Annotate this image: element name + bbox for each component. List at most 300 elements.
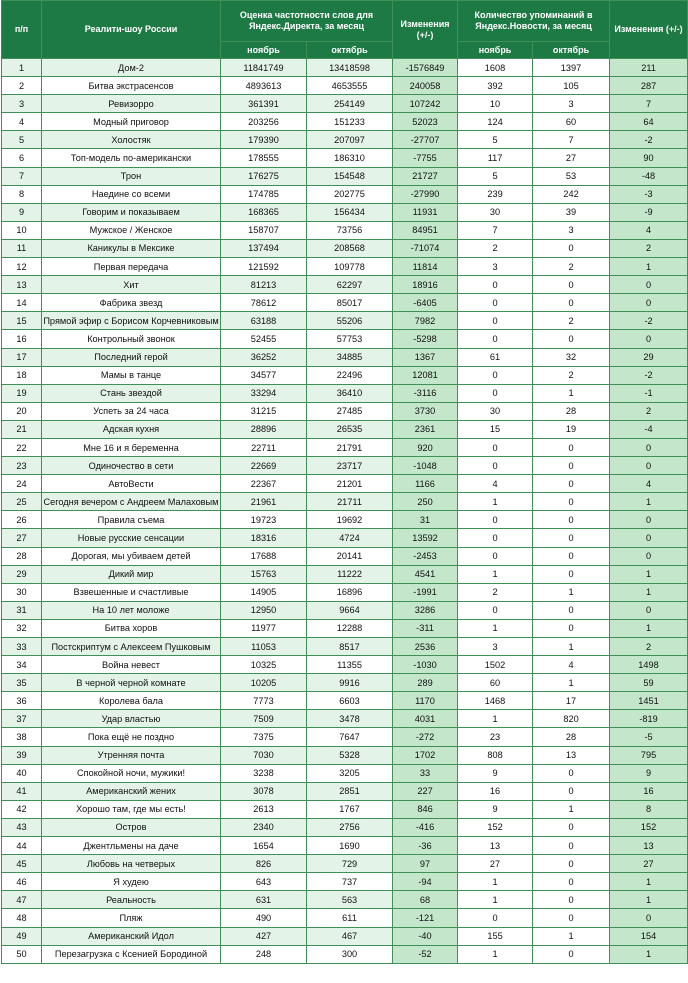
cell-show-name: Хорошо там, где мы есть! [42, 800, 221, 818]
cell-num: 5 [2, 131, 42, 149]
cell-freq-nov: 7509 [221, 710, 307, 728]
cell-mentions-oct: 32 [533, 348, 610, 366]
cell-num: 37 [2, 710, 42, 728]
cell-freq-nov: 19723 [221, 511, 307, 529]
reality-shows-table [1, 0, 688, 964]
table-row [2, 692, 688, 710]
cell-show-name: Мамы в танце [42, 366, 221, 384]
cell-mentions-nov: 0 [458, 601, 533, 619]
cell-freq-change: 21727 [393, 167, 458, 185]
cell-freq-oct: 26535 [307, 420, 393, 438]
cell-mentions-change: 90 [610, 149, 688, 167]
cell-freq-change: 250 [393, 493, 458, 511]
cell-show-name: Удар властью [42, 710, 221, 728]
cell-mentions-oct: 0 [533, 547, 610, 565]
cell-mentions-oct: 0 [533, 565, 610, 583]
table-row [2, 149, 688, 167]
cell-freq-oct: 2756 [307, 818, 393, 836]
cell-freq-nov: 490 [221, 909, 307, 927]
cell-freq-change: -5298 [393, 330, 458, 348]
cell-mentions-change: 4 [610, 475, 688, 493]
cell-freq-change: 11814 [393, 258, 458, 276]
cell-freq-change: 846 [393, 800, 458, 818]
cell-num: 42 [2, 800, 42, 818]
cell-mentions-change: -2 [610, 366, 688, 384]
cell-num: 13 [2, 276, 42, 294]
cell-freq-oct: 22496 [307, 366, 393, 384]
cell-mentions-oct: 242 [533, 185, 610, 203]
cell-freq-change: -416 [393, 818, 458, 836]
cell-show-name: Королева бала [42, 692, 221, 710]
cell-mentions-oct: 0 [533, 239, 610, 257]
cell-freq-nov: 2340 [221, 818, 307, 836]
cell-freq-nov: 158707 [221, 221, 307, 239]
cell-freq-oct: 12288 [307, 619, 393, 637]
cell-freq-nov: 361391 [221, 95, 307, 113]
cell-freq-oct: 729 [307, 855, 393, 873]
cell-mentions-oct: 19 [533, 420, 610, 438]
cell-freq-oct: 19692 [307, 511, 393, 529]
cell-mentions-oct: 0 [533, 475, 610, 493]
cell-show-name: Наедине со всеми [42, 185, 221, 203]
cell-freq-change: -71074 [393, 239, 458, 257]
cell-freq-oct: 21791 [307, 438, 393, 456]
cell-freq-oct: 208568 [307, 239, 393, 257]
cell-mentions-oct: 0 [533, 782, 610, 800]
cell-show-name: Холостяк [42, 131, 221, 149]
table-row [2, 891, 688, 909]
cell-freq-oct: 202775 [307, 185, 393, 203]
cell-freq-oct: 186310 [307, 149, 393, 167]
cell-mentions-nov: 117 [458, 149, 533, 167]
cell-freq-change: -7755 [393, 149, 458, 167]
table-row [2, 438, 688, 456]
cell-mentions-change: 795 [610, 746, 688, 764]
cell-mentions-nov: 1 [458, 945, 533, 963]
cell-freq-nov: 11841749 [221, 59, 307, 77]
table-row [2, 855, 688, 873]
header-freq: Оценка частотности слов для Яндекс.Директа, за месяц [221, 1, 393, 42]
cell-mentions-nov: 1 [458, 493, 533, 511]
cell-freq-nov: 34577 [221, 366, 307, 384]
cell-freq-change: 1170 [393, 692, 458, 710]
cell-freq-nov: 22669 [221, 457, 307, 475]
cell-show-name: Стань звездой [42, 384, 221, 402]
cell-mentions-change: 0 [610, 601, 688, 619]
cell-mentions-oct: 1 [533, 384, 610, 402]
table-row [2, 873, 688, 891]
cell-freq-nov: 28896 [221, 420, 307, 438]
cell-num: 30 [2, 583, 42, 601]
table-row [2, 511, 688, 529]
cell-num: 9 [2, 203, 42, 221]
cell-mentions-nov: 5 [458, 167, 533, 185]
header-show: Реалити-шоу России [42, 1, 221, 59]
cell-freq-oct: 21711 [307, 493, 393, 511]
cell-mentions-nov: 239 [458, 185, 533, 203]
table-row [2, 656, 688, 674]
cell-num: 43 [2, 818, 42, 836]
cell-freq-change: -94 [393, 873, 458, 891]
cell-mentions-nov: 155 [458, 927, 533, 945]
cell-mentions-change: 211 [610, 59, 688, 77]
cell-freq-oct: 611 [307, 909, 393, 927]
cell-freq-oct: 73756 [307, 221, 393, 239]
cell-freq-change: 33 [393, 764, 458, 782]
cell-mentions-oct: 13 [533, 746, 610, 764]
cell-mentions-oct: 0 [533, 438, 610, 456]
cell-mentions-change: 59 [610, 674, 688, 692]
cell-num: 19 [2, 384, 42, 402]
table-row [2, 457, 688, 475]
cell-mentions-nov: 3 [458, 258, 533, 276]
table-row [2, 203, 688, 221]
cell-mentions-oct: 1 [533, 800, 610, 818]
cell-freq-nov: 4893613 [221, 77, 307, 95]
cell-freq-oct: 254149 [307, 95, 393, 113]
cell-show-name: Остров [42, 818, 221, 836]
cell-show-name: Дикий мир [42, 565, 221, 583]
cell-num: 22 [2, 438, 42, 456]
cell-show-name: Одиночество в сети [42, 457, 221, 475]
table-row [2, 77, 688, 95]
cell-mentions-oct: 0 [533, 837, 610, 855]
cell-freq-nov: 17688 [221, 547, 307, 565]
cell-mentions-change: 152 [610, 818, 688, 836]
cell-show-name: Реальность [42, 891, 221, 909]
cell-freq-change: 11931 [393, 203, 458, 221]
cell-num: 2 [2, 77, 42, 95]
cell-freq-nov: 15763 [221, 565, 307, 583]
cell-mentions-nov: 1502 [458, 656, 533, 674]
cell-mentions-oct: 2 [533, 258, 610, 276]
cell-mentions-change: 2 [610, 239, 688, 257]
table-row [2, 131, 688, 149]
cell-freq-oct: 9916 [307, 674, 393, 692]
table-row [2, 583, 688, 601]
table-row [2, 800, 688, 818]
cell-mentions-change: -5 [610, 728, 688, 746]
cell-num: 15 [2, 312, 42, 330]
cell-mentions-nov: 1468 [458, 692, 533, 710]
cell-freq-nov: 12950 [221, 601, 307, 619]
table-row [2, 493, 688, 511]
cell-freq-change: -40 [393, 927, 458, 945]
cell-num: 23 [2, 457, 42, 475]
cell-freq-nov: 179390 [221, 131, 307, 149]
cell-mentions-change: -48 [610, 167, 688, 185]
cell-freq-nov: 10325 [221, 656, 307, 674]
cell-num: 32 [2, 619, 42, 637]
cell-freq-oct: 57753 [307, 330, 393, 348]
cell-mentions-oct: 1 [533, 638, 610, 656]
table-row [2, 185, 688, 203]
cell-mentions-nov: 61 [458, 348, 533, 366]
cell-mentions-nov: 2 [458, 239, 533, 257]
cell-mentions-change: -4 [610, 420, 688, 438]
cell-mentions-nov: 3 [458, 638, 533, 656]
cell-num: 20 [2, 402, 42, 420]
cell-freq-oct: 109778 [307, 258, 393, 276]
cell-freq-nov: 14905 [221, 583, 307, 601]
cell-mentions-nov: 0 [458, 330, 533, 348]
cell-show-name: Я худею [42, 873, 221, 891]
cell-freq-oct: 13418598 [307, 59, 393, 77]
cell-freq-change: -36 [393, 837, 458, 855]
cell-freq-nov: 178555 [221, 149, 307, 167]
cell-num: 33 [2, 638, 42, 656]
cell-num: 10 [2, 221, 42, 239]
cell-num: 44 [2, 837, 42, 855]
cell-freq-oct: 3205 [307, 764, 393, 782]
table-row [2, 113, 688, 131]
cell-num: 46 [2, 873, 42, 891]
cell-mentions-oct: 0 [533, 909, 610, 927]
cell-num: 34 [2, 656, 42, 674]
cell-mentions-change: 1 [610, 873, 688, 891]
cell-freq-oct: 62297 [307, 276, 393, 294]
table-row [2, 276, 688, 294]
cell-show-name: Пока ещё не поздно [42, 728, 221, 746]
cell-freq-nov: 10205 [221, 674, 307, 692]
cell-mentions-nov: 0 [458, 438, 533, 456]
cell-mentions-nov: 0 [458, 276, 533, 294]
cell-show-name: Топ-модель по-американски [42, 149, 221, 167]
cell-num: 50 [2, 945, 42, 963]
cell-mentions-oct: 27 [533, 149, 610, 167]
cell-num: 31 [2, 601, 42, 619]
cell-freq-change: 7982 [393, 312, 458, 330]
cell-mentions-nov: 124 [458, 113, 533, 131]
cell-mentions-nov: 0 [458, 909, 533, 927]
cell-freq-nov: 3078 [221, 782, 307, 800]
cell-mentions-oct: 3 [533, 221, 610, 239]
cell-mentions-change: 4 [610, 221, 688, 239]
cell-show-name: Мне 16 и я беременна [42, 438, 221, 456]
table-row [2, 420, 688, 438]
cell-freq-nov: 7030 [221, 746, 307, 764]
cell-num: 16 [2, 330, 42, 348]
cell-freq-nov: 174785 [221, 185, 307, 203]
cell-show-name: Битва хоров [42, 619, 221, 637]
cell-freq-oct: 3478 [307, 710, 393, 728]
cell-mentions-change: 2 [610, 402, 688, 420]
cell-freq-nov: 137494 [221, 239, 307, 257]
cell-num: 7 [2, 167, 42, 185]
table-row [2, 221, 688, 239]
cell-freq-change: 2361 [393, 420, 458, 438]
cell-show-name: Трон [42, 167, 221, 185]
cell-num: 18 [2, 366, 42, 384]
cell-show-name: Ревизорро [42, 95, 221, 113]
cell-freq-oct: 151233 [307, 113, 393, 131]
cell-num: 14 [2, 294, 42, 312]
cell-mentions-oct: 0 [533, 945, 610, 963]
cell-mentions-oct: 0 [533, 529, 610, 547]
table-row [2, 258, 688, 276]
cell-mentions-nov: 1 [458, 619, 533, 637]
cell-mentions-change: 1 [610, 493, 688, 511]
cell-mentions-nov: 16 [458, 782, 533, 800]
cell-freq-nov: 1654 [221, 837, 307, 855]
table-row [2, 837, 688, 855]
cell-num: 48 [2, 909, 42, 927]
header-mentions: Количество упоминаний в Яндекс.Новости, за месяц [458, 1, 610, 42]
header-freq-nov: ноябрь [221, 42, 307, 59]
cell-mentions-oct: 0 [533, 601, 610, 619]
cell-mentions-change: 1 [610, 583, 688, 601]
table-row [2, 167, 688, 185]
cell-show-name: В черной черной комнате [42, 674, 221, 692]
cell-freq-oct: 1690 [307, 837, 393, 855]
cell-mentions-nov: 0 [458, 294, 533, 312]
table-row [2, 927, 688, 945]
cell-mentions-change: 27 [610, 855, 688, 873]
cell-freq-nov: 168365 [221, 203, 307, 221]
cell-freq-oct: 23717 [307, 457, 393, 475]
cell-mentions-nov: 392 [458, 77, 533, 95]
cell-show-name: Постскриптум с Алексеем Пушковым [42, 638, 221, 656]
cell-mentions-change: 0 [610, 330, 688, 348]
cell-mentions-nov: 30 [458, 203, 533, 221]
cell-freq-change: 107242 [393, 95, 458, 113]
table-row [2, 59, 688, 77]
cell-mentions-change: 7 [610, 95, 688, 113]
cell-mentions-change: 0 [610, 909, 688, 927]
cell-mentions-nov: 23 [458, 728, 533, 746]
cell-mentions-change: 0 [610, 547, 688, 565]
cell-mentions-oct: 0 [533, 493, 610, 511]
cell-num: 26 [2, 511, 42, 529]
cell-freq-change: 31 [393, 511, 458, 529]
cell-mentions-change: 287 [610, 77, 688, 95]
cell-mentions-oct: 0 [533, 619, 610, 637]
cell-freq-change: -52 [393, 945, 458, 963]
cell-show-name: Последний герой [42, 348, 221, 366]
header-mentions-oct: октябрь [533, 42, 610, 59]
cell-freq-nov: 176275 [221, 167, 307, 185]
cell-freq-change: 84951 [393, 221, 458, 239]
cell-mentions-oct: 0 [533, 764, 610, 782]
cell-mentions-oct: 1 [533, 583, 610, 601]
cell-freq-oct: 55206 [307, 312, 393, 330]
cell-mentions-nov: 1 [458, 565, 533, 583]
cell-freq-oct: 154548 [307, 167, 393, 185]
cell-freq-nov: 11977 [221, 619, 307, 637]
cell-mentions-oct: 0 [533, 891, 610, 909]
cell-mentions-nov: 60 [458, 674, 533, 692]
cell-show-name: Каникулы в Мексике [42, 239, 221, 257]
table-row [2, 945, 688, 963]
cell-freq-nov: 427 [221, 927, 307, 945]
cell-freq-oct: 156434 [307, 203, 393, 221]
cell-show-name: Война невест [42, 656, 221, 674]
cell-freq-nov: 643 [221, 873, 307, 891]
cell-freq-oct: 207097 [307, 131, 393, 149]
cell-num: 39 [2, 746, 42, 764]
cell-mentions-nov: 1 [458, 891, 533, 909]
cell-mentions-oct: 105 [533, 77, 610, 95]
cell-mentions-nov: 0 [458, 384, 533, 402]
table-row [2, 547, 688, 565]
cell-mentions-oct: 7 [533, 131, 610, 149]
cell-freq-oct: 36410 [307, 384, 393, 402]
cell-mentions-change: 0 [610, 511, 688, 529]
table-row [2, 728, 688, 746]
cell-mentions-change: 0 [610, 529, 688, 547]
cell-mentions-oct: 0 [533, 873, 610, 891]
cell-mentions-change: 154 [610, 927, 688, 945]
cell-mentions-nov: 0 [458, 511, 533, 529]
cell-freq-oct: 7647 [307, 728, 393, 746]
cell-show-name: Говорим и показываем [42, 203, 221, 221]
table-row [2, 638, 688, 656]
cell-num: 12 [2, 258, 42, 276]
header-num: п/п [2, 1, 42, 59]
cell-show-name: Первая передача [42, 258, 221, 276]
cell-show-name: Дорогая, мы убиваем детей [42, 547, 221, 565]
cell-freq-change: 68 [393, 891, 458, 909]
cell-mentions-change: 13 [610, 837, 688, 855]
cell-mentions-change: 9 [610, 764, 688, 782]
table-row [2, 366, 688, 384]
cell-freq-change: -311 [393, 619, 458, 637]
cell-mentions-change: 1 [610, 945, 688, 963]
cell-show-name: Спокойной ночи, мужики! [42, 764, 221, 782]
cell-mentions-oct: 0 [533, 818, 610, 836]
cell-mentions-change: 64 [610, 113, 688, 131]
cell-freq-oct: 4724 [307, 529, 393, 547]
cell-mentions-nov: 13 [458, 837, 533, 855]
cell-freq-change: 289 [393, 674, 458, 692]
cell-show-name: Битва экстрасенсов [42, 77, 221, 95]
cell-mentions-change: -3 [610, 185, 688, 203]
cell-mentions-oct: 820 [533, 710, 610, 728]
cell-mentions-oct: 28 [533, 402, 610, 420]
cell-mentions-change: 1 [610, 258, 688, 276]
cell-freq-nov: 248 [221, 945, 307, 963]
cell-num: 45 [2, 855, 42, 873]
header-change-freq: Изменения (+/-) [393, 1, 458, 59]
table-row [2, 565, 688, 583]
cell-mentions-nov: 1608 [458, 59, 533, 77]
cell-freq-nov: 21961 [221, 493, 307, 511]
cell-show-name: Утренняя почта [42, 746, 221, 764]
cell-mentions-change: 8 [610, 800, 688, 818]
cell-mentions-nov: 4 [458, 475, 533, 493]
cell-mentions-nov: 0 [458, 547, 533, 565]
cell-mentions-change: 0 [610, 294, 688, 312]
cell-show-name: Любовь на четверых [42, 855, 221, 873]
cell-show-name: Фабрика звезд [42, 294, 221, 312]
cell-mentions-change: -1 [610, 384, 688, 402]
cell-mentions-change: 0 [610, 457, 688, 475]
table-row [2, 601, 688, 619]
cell-mentions-change: 1 [610, 619, 688, 637]
cell-num: 29 [2, 565, 42, 583]
cell-freq-change: -1576849 [393, 59, 458, 77]
cell-mentions-oct: 0 [533, 330, 610, 348]
cell-mentions-change: 16 [610, 782, 688, 800]
cell-mentions-change: 1 [610, 891, 688, 909]
cell-num: 28 [2, 547, 42, 565]
cell-freq-nov: 52455 [221, 330, 307, 348]
cell-mentions-oct: 28 [533, 728, 610, 746]
cell-freq-change: -27707 [393, 131, 458, 149]
cell-num: 21 [2, 420, 42, 438]
cell-show-name: Американский Идол [42, 927, 221, 945]
header-mentions-nov: ноябрь [458, 42, 533, 59]
